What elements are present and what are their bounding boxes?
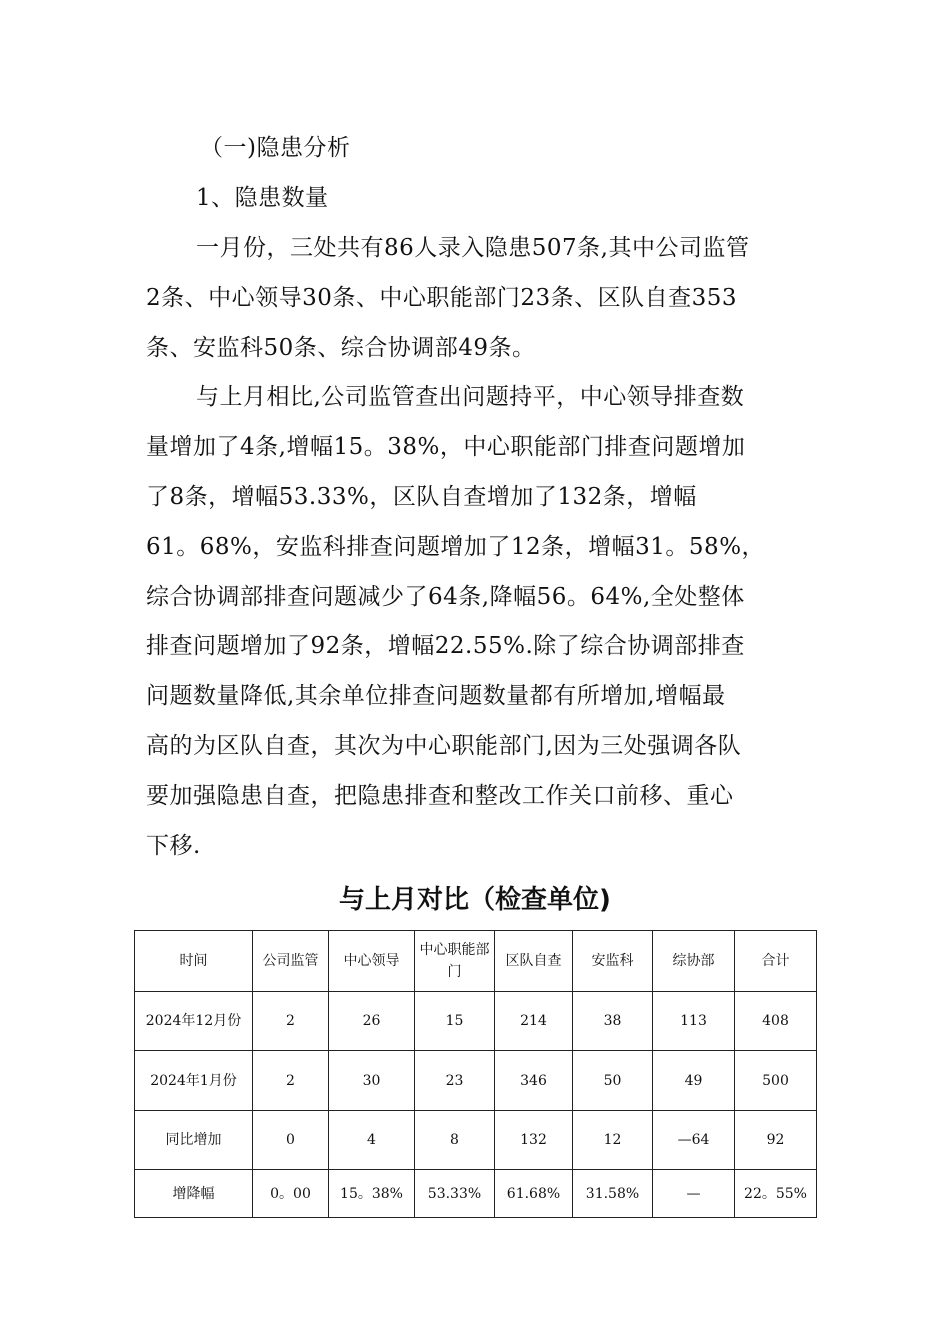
- table-cell: 53.33%: [415, 1170, 495, 1218]
- text-line: 与上月相比,公司监管查出问题持平，中心领导排查数: [196, 384, 745, 410]
- header-cell: 安监科: [573, 931, 653, 992]
- table-cell: 4: [329, 1111, 415, 1170]
- table-row: [135, 1111, 817, 1170]
- table-row: [135, 1051, 817, 1111]
- table-title: 与上月对比（检查单位): [339, 885, 611, 915]
- header-cell: 合计: [735, 931, 817, 992]
- table-cell: 2: [253, 992, 329, 1051]
- table-cell: 61.68%: [495, 1170, 573, 1218]
- text-line: 61。68%，安监科排查问题增加了12条，增幅31。58%，: [146, 534, 766, 560]
- table-cell: 22。55%: [735, 1170, 817, 1218]
- header-cell: 中心职能部门: [415, 931, 495, 992]
- table-cell: 2: [253, 1051, 329, 1111]
- table-cell: —64: [653, 1111, 735, 1170]
- table-cell: 49: [653, 1051, 735, 1111]
- text-line: 2条、中心领导30条、中心职能部门23条、区队自查353: [146, 285, 738, 311]
- subsection-heading: 1、隐患数量: [196, 185, 329, 211]
- table-cell: 31.58%: [573, 1170, 653, 1218]
- table-cell: 113: [653, 992, 735, 1051]
- text-line: 量增加了4条,增幅15。38%，中心职能部门排查问题增加: [146, 434, 746, 460]
- comparison-table: [134, 930, 817, 1218]
- table-cell: 0: [253, 1111, 329, 1170]
- row-label-cell: 2024年12月份: [135, 992, 253, 1051]
- text-line: 要加强隐患自查，把隐患排查和整改工作关口前移、重心: [146, 783, 734, 809]
- table-cell: 132: [495, 1111, 573, 1170]
- row-label-cell: 同比增加: [135, 1111, 253, 1170]
- table-cell: 500: [735, 1051, 817, 1111]
- table-header-row: [135, 931, 817, 992]
- table-cell: 30: [329, 1051, 415, 1111]
- table-cell: 26: [329, 992, 415, 1051]
- table-cell: —: [653, 1170, 735, 1218]
- text-line: 一月份，三处共有86人录入隐患507条,其中公司监管: [196, 235, 750, 261]
- row-label-cell: 增降幅: [135, 1170, 253, 1218]
- table-cell: 214: [495, 992, 573, 1051]
- header-cell: 时间: [135, 931, 253, 992]
- text-line: 问题数量降低,其余单位排查问题数量都有所增加,增幅最: [146, 683, 726, 709]
- section-heading: （一)隐患分析: [200, 135, 351, 161]
- text-line: 条、安监科50条、综合协调部49条。: [146, 335, 536, 361]
- row-label-cell: 2024年1月份: [135, 1051, 253, 1111]
- table-cell: 346: [495, 1051, 573, 1111]
- table-cell: 8: [415, 1111, 495, 1170]
- text-line: 下移.: [146, 833, 201, 859]
- header-cell: 公司监管: [253, 931, 329, 992]
- table-cell: 408: [735, 992, 817, 1051]
- table-cell: 15: [415, 992, 495, 1051]
- table-cell: 0。00: [253, 1170, 329, 1218]
- table-row: [135, 992, 817, 1051]
- table-row: [135, 1170, 817, 1218]
- table-cell: 38: [573, 992, 653, 1051]
- table-cell: 12: [573, 1111, 653, 1170]
- table-cell: 23: [415, 1051, 495, 1111]
- text-line: 高的为区队自查，其次为中心职能部门,因为三处强调各队: [146, 733, 742, 759]
- table-cell: 92: [735, 1111, 817, 1170]
- header-cell: 区队自查: [495, 931, 573, 992]
- header-cell: 中心领导: [329, 931, 415, 992]
- text-line: 综合协调部排查问题减少了64条,降幅56。64%,全处整体: [146, 584, 745, 610]
- text-line: 排查问题增加了92条，增幅22.55%.除了综合协调部排查: [146, 633, 745, 659]
- table-cell: 15。38%: [329, 1170, 415, 1218]
- header-cell: 综协部: [653, 931, 735, 992]
- table-cell: 50: [573, 1051, 653, 1111]
- text-line: 了8条，增幅53.33%，区队自查增加了132条，增幅: [146, 484, 697, 510]
